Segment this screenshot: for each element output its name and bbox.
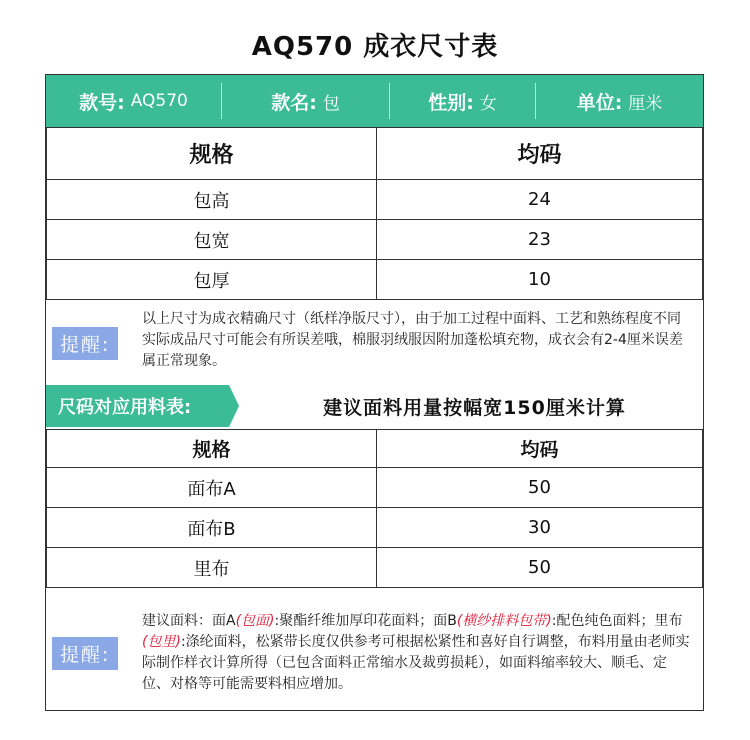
gender: [390, 75, 535, 127]
size-row-name: 包宽: [47, 220, 377, 260]
size-table-header-spec: 规格: [47, 128, 377, 180]
material-row-value: 30: [377, 508, 703, 548]
material-reminder: [46, 597, 703, 709]
reminder-badge: 提醒:: [52, 637, 118, 670]
material-section-label: 尺码对应用料表:: [46, 385, 229, 427]
size-row-value: 24: [377, 180, 703, 220]
material-section-header: [46, 385, 703, 431]
highlight-text: (包面): [235, 613, 275, 629]
size-row-value: 10: [377, 260, 703, 300]
size-chart-frame: [45, 74, 704, 711]
style-number: [46, 75, 221, 127]
size-table-header-onesize: 均码: [377, 128, 703, 180]
reminder-badge: 提醒:: [52, 327, 118, 360]
material-table-header-onesize: 均码: [377, 430, 703, 468]
unit: [536, 75, 703, 127]
material-table-header-spec: 规格: [47, 430, 377, 468]
material-table: [46, 429, 703, 588]
style-number-value: AQ570: [130, 91, 188, 111]
unit-label: 单位:: [576, 91, 623, 114]
size-row-name: 包高: [47, 180, 377, 220]
size-row-name: 包厚: [47, 260, 377, 300]
style-name: [222, 75, 389, 127]
material-row-name: 面布A: [47, 468, 377, 508]
material-row-value: 50: [377, 548, 703, 588]
material-section-title: 建议面料用量按幅宽150厘米计算: [323, 396, 626, 419]
material-row-value: 50: [377, 468, 703, 508]
product-info-bar: [46, 75, 703, 127]
gender-value: 女: [479, 93, 497, 114]
style-name-value: 包: [322, 93, 340, 114]
unit-value: 厘米: [628, 93, 663, 114]
highlight-text: (包里): [142, 634, 181, 650]
page-title: AQ570 成衣尺寸表: [251, 32, 499, 62]
style-name-label: 款名:: [271, 91, 317, 114]
style-number-label: 款号:: [79, 91, 125, 114]
material-reminder-text: 建议面料：面A(包面):聚酯纤维加厚印花面料；面B(横纱排料包带):配色纯色面料；里布(包里):涤纶面料，松紧带长度仅供参考可根据松紧性和喜好自行调整，布料用量由老师实际制作样衣计算所得（已包含面料正常缩水及裁剪损耗），如面料缩率较大、顺毛、定位、对格等可能需要料相应增加。: [142, 613, 690, 692]
highlight-text: (横纱排料包带): [456, 613, 552, 629]
material-row-name: 里布: [47, 548, 377, 588]
reminder-text: 以上尺寸为成衣精确尺寸（纸样净版尺寸），由于加工过程中面料、工艺和熟练程度不同实际成品尺寸可能会有所误差哦，棉服羽绒服因附加蓬松填充物，成衣会有2-4厘米误差属正常现象。: [142, 311, 683, 369]
gender-label: 性别:: [428, 91, 474, 114]
material-row-name: 面布B: [47, 508, 377, 548]
size-reminder: [46, 301, 703, 385]
size-table: [46, 127, 703, 300]
size-row-value: 23: [377, 220, 703, 260]
